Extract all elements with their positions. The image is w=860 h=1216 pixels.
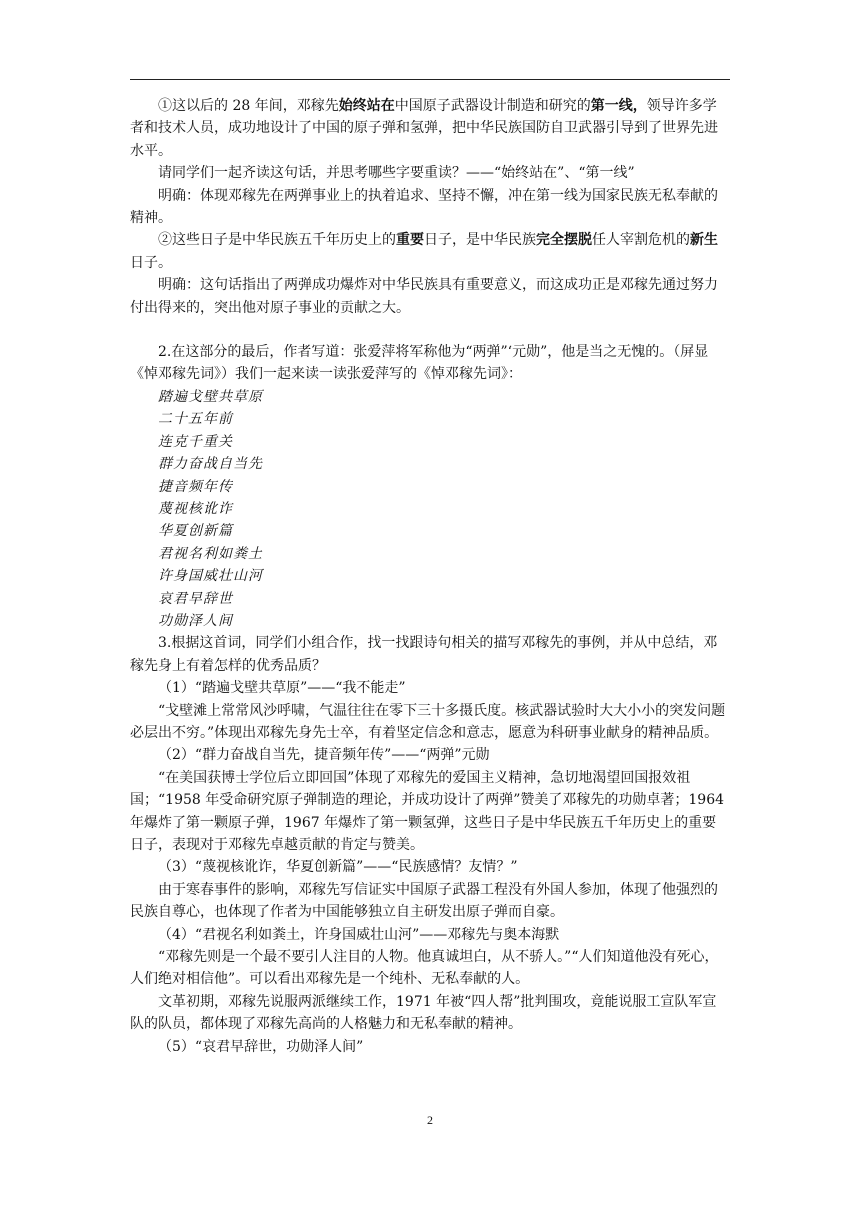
- paragraph-quote-2: ②这些日子是中华民族五千年历史上的重要日子，是中华民族完全摆脱任人宰割危机的新生日子。: [130, 232, 718, 271]
- paragraph: 文革初期，邓稼先说服两派继续工作，1971 年被“四人帮”批判围攻，竟能说服工宣队军宣队的队员，都体现了邓稼先高尚的人格魅力和无私奉献的精神。: [130, 993, 717, 1033]
- poem-line: 二十五年前: [158, 411, 233, 428]
- paragraph: （4）“君视名利如粪土，许身国威壮山河”——邓稼先与奥本海默: [158, 926, 560, 943]
- paragraph: （3）“蔑视核讹诈，华夏创新篇”——“民族感情？友情？”: [158, 859, 518, 876]
- paragraph: 由于寒春事件的影响，邓稼先写信证实中国原子武器工程没有外国人参加，体现了他强烈的民族自尊心，也体现了作者为中国能够独立自主研发出原子弹而自豪。: [130, 881, 718, 921]
- paragraph: “戈壁滩上常常风沙呼啸，气温往往在零下三十多摄氏度。核武器试验时大大小小的突发问题必层出不穷。”体现出邓稼先身先士卒，有着坚定信念和意志，愿意为科研事业献身的精神品质。: [130, 702, 726, 741]
- header-rule: [130, 79, 730, 80]
- poem-line: 君视名利如粪土: [158, 545, 263, 562]
- poem-line: 华夏创新篇: [158, 523, 233, 540]
- poem-line: 踏遍戈壁共草原: [158, 388, 263, 405]
- paragraph: （1）“踏遍戈壁共草原”——“我不能走”: [158, 680, 406, 697]
- poem-line: 蔑视核讹诈: [158, 500, 233, 517]
- paragraph: （5）“哀君早辞世，功勋泽人间”: [158, 1038, 364, 1055]
- poem-line: 哀君早辞世: [158, 590, 233, 607]
- paragraph: （2）“群力奋战自当先，捷音频年传”——“两弹”元勋: [158, 747, 490, 764]
- poem-line: 连克千重关: [158, 433, 233, 450]
- paragraph-quote-1: ①这以后的 28 年间，邓稼先始终站在中国原子武器设计制造和研究的第一线，领导许多学者和技术人员，成功地设计了中国的原子弹和氢弹，把中华民族国防自卫武器引导到了世界先进水平。: [130, 98, 718, 159]
- poem-line: 群力奋战自当先: [158, 456, 263, 473]
- paragraph: 请同学们一起齐读这句话，并思考哪些字要重读？——“始终站在”、“第一线”: [158, 165, 635, 182]
- document-body: [130, 95, 730, 1058]
- paragraph: 2.在这部分的最后，作者写道：张爱萍将军称他为“两弹”‘元勋”，他是当之无愧的。（屏显《悼邓稼先词》）我们一起来读一读张爱萍写的《悼邓稼先词》：: [130, 344, 709, 383]
- paragraph: 明确：这句话指出了两弹成功爆炸对中华民族具有重要意义，而这成功正是邓稼先通过努力付出得来的，突出他对原子事业的贡献之大。: [130, 277, 718, 316]
- paragraph: “在美国获博士学位后立即回国”体现了邓稼先的爱国主义精神，急切地渴望回国报效祖国；“1958 年受命研究原子弹制造的理论，并成功设计了两弹”赞美了邓稼先的功勋卓著；1964 年爆炸了第一颗原子弹，1967 年爆炸了第一颗氢弹，这些日子是中华民族五千年历史上的重要日子，表现对于邓稼先卓越贡献的肯定与赞美。: [130, 769, 725, 853]
- poem-line: 功勋泽人间: [158, 612, 233, 629]
- poem: [130, 386, 730, 632]
- poem-line: 捷音频年传: [158, 478, 233, 495]
- paragraph: 3.根据这首词，同学们小组合作，找一找跟诗句相关的描写邓稼先的事例，并从中总结，邓稼先身上有着怎样的优秀品质？: [130, 635, 718, 674]
- paragraph: “邓稼先则是一个最不要引人注目的人物。他真诚坦白，从不骄人。”“人们知道他没有死心，人们绝对相信他”。可以看出邓稼先是一个纯朴、无私奉献的人。: [130, 949, 719, 988]
- paragraph: 明确：体现邓稼先在两弹事业上的执着追求、坚持不懈，冲在第一线为国家民族无私奉献的精神。: [130, 187, 718, 227]
- poem-line: 许身国威壮山河: [158, 568, 263, 585]
- page-number: 2: [427, 1113, 433, 1127]
